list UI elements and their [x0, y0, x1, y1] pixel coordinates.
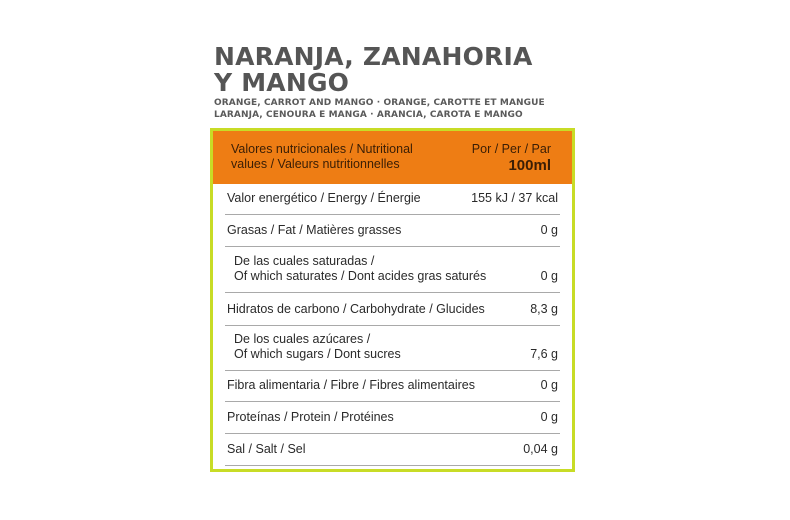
- row-value: 155 kJ / 37 kcal: [471, 191, 558, 205]
- row-label: Hidratos de carbono / Carbohydrate / Glucides: [227, 302, 485, 316]
- row-label-line-1: De las cuales saturadas /: [234, 254, 375, 268]
- nutrition-table-header: [213, 131, 572, 184]
- row-value: 0 g: [540, 223, 558, 237]
- row-saturates: [225, 247, 560, 293]
- row-sugars: [225, 326, 560, 371]
- subtitle-line-2: LARANJA, CENOURA E MANGA · ARANCIA, CAROTA E MANGO: [214, 110, 523, 120]
- row-label: Valor energético / Energy / Énergie: [227, 191, 421, 205]
- row-label-line-2: Of which sugars / Dont sucres: [234, 347, 401, 361]
- header-per: [472, 142, 551, 175]
- row-label: Grasas / Fat / Matières grasses: [227, 223, 402, 237]
- per-unit: 100ml: [508, 157, 551, 174]
- header-label-line-1: Valores nutricionales / Nutritional: [231, 142, 413, 156]
- product-title-line-2: Y MANGO: [214, 68, 350, 97]
- row-label: Proteínas / Protein / Protéines: [227, 410, 394, 424]
- row-label-line-2: Of which saturates / Dont acides gras saturés: [234, 269, 487, 283]
- row-protein: [225, 402, 560, 434]
- per-label: Por / Per / Par: [471, 142, 551, 156]
- product-title: [214, 44, 533, 96]
- header-label-line-2: values / Valeurs nutritionnelles: [231, 157, 400, 171]
- row-label: [234, 254, 486, 284]
- row-carbohydrate: [225, 293, 560, 326]
- row-fibre: [225, 371, 560, 402]
- nutrition-table: [210, 128, 575, 472]
- row-value: 8,3 g: [530, 302, 558, 316]
- row-value: 0 g: [540, 378, 558, 392]
- row-label: Fibra alimentaria / Fibre / Fibres alimentaires: [227, 378, 475, 392]
- row-fat: [225, 215, 560, 247]
- row-label: Sal / Salt / Sel: [227, 442, 306, 456]
- row-energy: [225, 184, 560, 215]
- subtitle-line-1: ORANGE, CARROT AND MANGO · ORANGE, CAROTTE ET MANGUE: [214, 98, 545, 108]
- header-label: [231, 142, 491, 172]
- row-value: 0,04 g: [523, 442, 558, 456]
- row-value: 7,6 g: [530, 347, 558, 361]
- product-subtitle: [214, 97, 545, 121]
- row-value: 0 g: [540, 269, 558, 283]
- row-label: [234, 332, 401, 362]
- row-salt: [225, 434, 560, 466]
- row-label-line-1: De los cuales azúcares /: [234, 332, 371, 346]
- product-title-line-1: NARANJA, ZANAHORIA: [214, 42, 533, 71]
- row-value: 0 g: [540, 410, 558, 424]
